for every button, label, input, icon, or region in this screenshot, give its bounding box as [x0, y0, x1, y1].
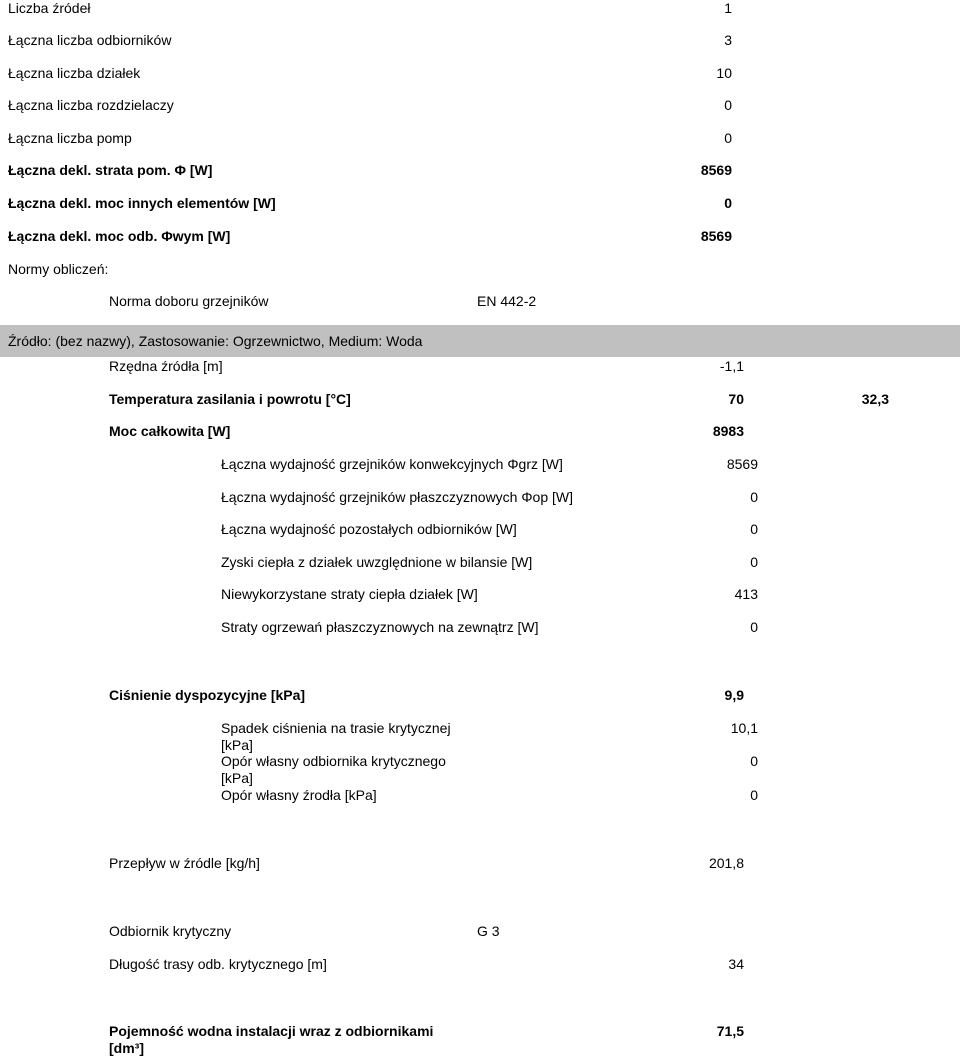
convector-output-label: Łączna wydajność grzejników konwekcyjnych Φgrz [W]: [221, 456, 563, 472]
receiver-power-label: Łączna dekl. moc odb. Φwym [W]: [8, 228, 231, 244]
plot-gains-value: 0: [750, 554, 758, 570]
pumps-count-label: Łączna liczba pomp: [8, 130, 132, 146]
pumps-count-value: 0: [724, 130, 732, 146]
distributors-count-value: 0: [724, 97, 732, 113]
outward-losses-value: 0: [750, 619, 758, 635]
other-receivers-label: Łączna wydajność pozostałych odbiorników [W]: [221, 521, 517, 537]
temperature-label: Temperatura zasilania i powrotu [°C]: [109, 391, 351, 407]
source-resistance-value: 0: [750, 787, 758, 803]
radiator-norm-label: Norma doboru grzejników: [109, 293, 269, 309]
room-loss-value: 8569: [700, 162, 732, 178]
return-temperature-value: 32,3: [861, 391, 889, 407]
plots-count-value: 10: [716, 65, 732, 81]
unused-losses-value: 413: [734, 586, 758, 602]
water-volume-value: 71,5: [716, 1023, 744, 1039]
supply-temperature-value: 70: [728, 391, 744, 407]
receivers-count-value: 3: [724, 32, 732, 48]
plots-count-label: Łączna liczba działek: [8, 65, 141, 81]
norms-heading: Normy obliczeń:: [8, 261, 109, 277]
sources-count-label: Liczba źródeł: [8, 0, 91, 16]
source-flow-label: Przepływ w źródle [kg/h]: [109, 855, 260, 871]
unused-losses-label: Niewykorzystane straty ciepła działek [W]: [221, 586, 478, 602]
critical-drop-value: 10,1: [730, 720, 758, 736]
room-loss-label: Łączna dekl. strata pom. Φ [W]: [8, 162, 213, 178]
water-volume-label: Pojemność wodna instalacji wraz z odbiornikami: [109, 1023, 434, 1039]
water-volume-unit: [dm³]: [109, 1040, 144, 1056]
critical-length-label: Długość trasy odb. krytycznego [m]: [109, 956, 327, 972]
receiver-power-value: 8569: [700, 228, 732, 244]
available-pressure-value: 9,9: [724, 687, 744, 703]
critical-drop-label: Spadek ciśnienia na trasie krytycznej: [221, 720, 451, 736]
radiator-norm-value: EN 442-2: [477, 293, 537, 309]
receivers-count-label: Łączna liczba odbiorników: [8, 32, 172, 48]
source-flow-value: 201,8: [708, 855, 744, 871]
receiver-resistance-unit: [kPa]: [221, 770, 253, 786]
available-pressure-label: Ciśnienie dyspozycyjne [kPa]: [109, 687, 306, 703]
critical-receiver-label: Odbiornik krytyczny: [109, 923, 232, 939]
other-power-value: 0: [724, 195, 732, 211]
source-elevation-label: Rzędna źródła [m]: [109, 358, 223, 374]
plot-gains-label: Zyski ciepła z działek uwzględnione w bilansie [W]: [221, 554, 533, 570]
total-power-label: Moc całkowita [W]: [109, 423, 231, 439]
critical-receiver-value: G 3: [477, 923, 500, 939]
convector-output-value: 8569: [726, 456, 758, 472]
other-power-label: Łączna dekl. moc innych elementów [W]: [8, 195, 276, 211]
receiver-resistance-value: 0: [750, 753, 758, 769]
surface-output-value: 0: [750, 489, 758, 505]
source-resistance-label: Opór własny źrodła [kPa]: [221, 787, 377, 803]
total-power-value: 8983: [712, 423, 744, 439]
receiver-resistance-label: Opór własny odbiornika krytycznego: [221, 753, 446, 769]
sources-count-value: 1: [724, 0, 732, 16]
source-header-band: [0, 325, 960, 357]
other-receivers-value: 0: [750, 521, 758, 537]
critical-length-value: 34: [728, 956, 744, 972]
distributors-count-label: Łączna liczba rozdzielaczy: [8, 97, 174, 113]
outward-losses-label: Straty ogrzewań płaszczyznowych na zewnątrz [W]: [221, 619, 539, 635]
surface-output-label: Łączna wydajność grzejników płaszczyznowych Φop [W]: [221, 489, 573, 505]
source-elevation-value: -1,1: [719, 358, 744, 374]
source-header: Źródło: (bez nazwy), Zastosowanie: Ogrzewnictwo, Medium: Woda: [8, 333, 423, 349]
critical-drop-unit: [kPa]: [221, 737, 253, 753]
